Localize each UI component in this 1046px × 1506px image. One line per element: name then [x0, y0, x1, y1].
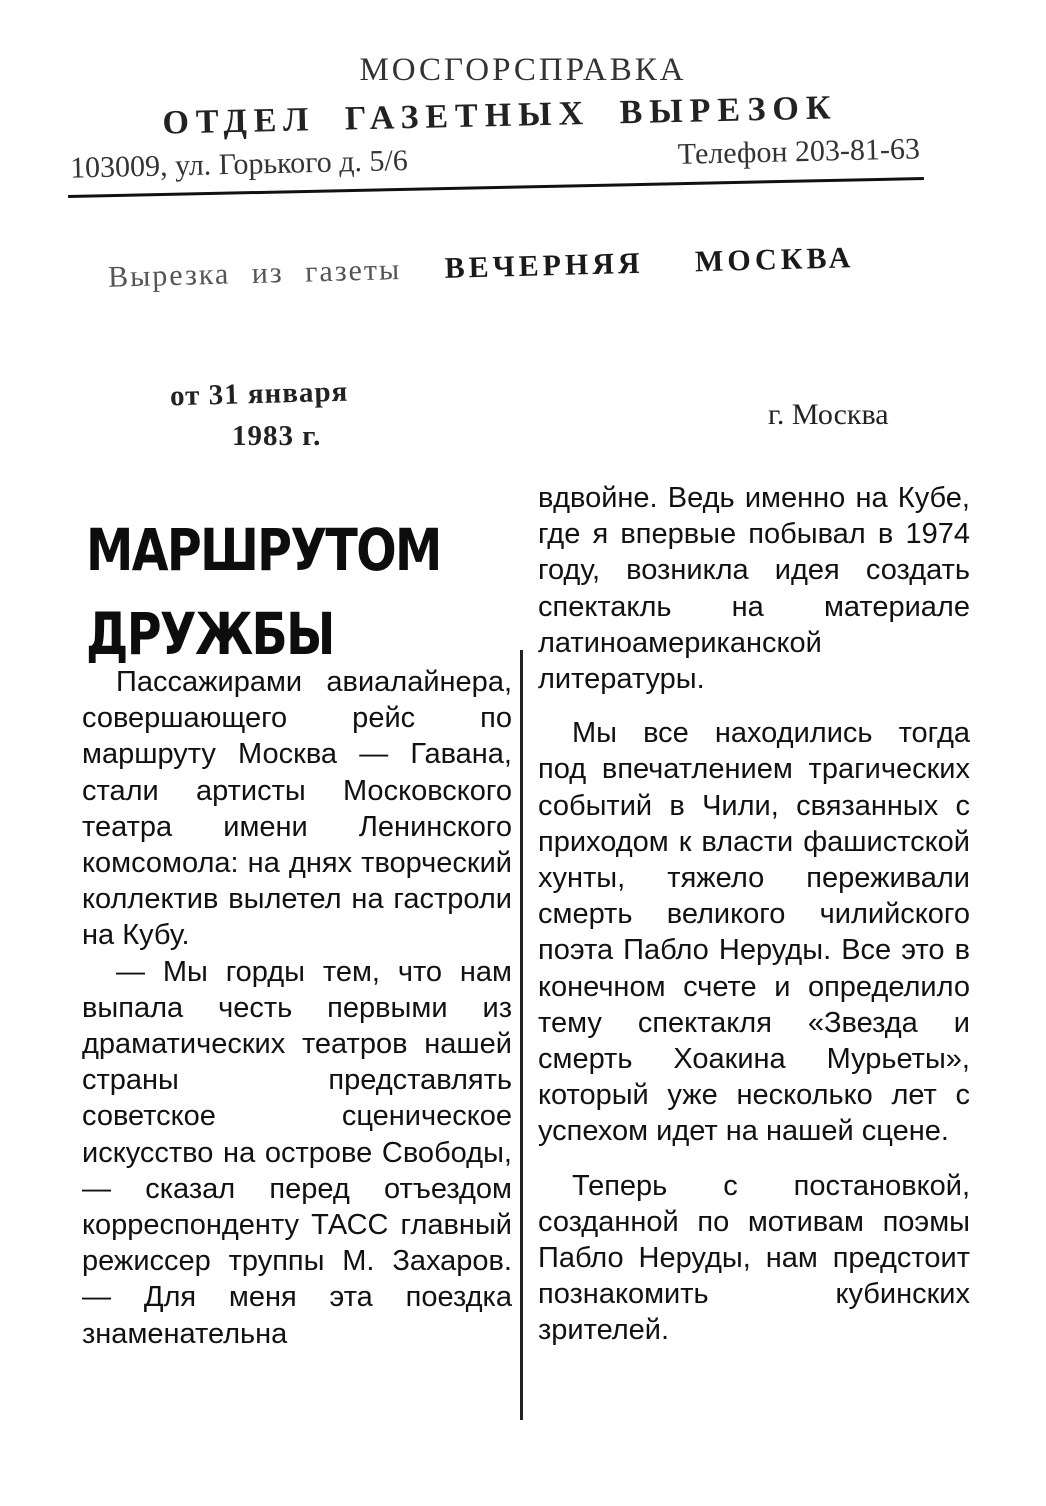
- clipping-label: Вырезка из газеты: [107, 253, 402, 294]
- clipping-source: [108, 239, 929, 294]
- clipping-year: 1983 г.: [232, 420, 322, 452]
- article-column-right: [538, 480, 970, 1349]
- clipping-stamp: [0, 0, 1046, 480]
- article-paragraph: Пассажирами авиалайнера, совершающего рейс по маршруту Москва — Гавана, стали артисты Московского театра имени Ленинского комсомола: на днях творческий коллектив вылетел на гастроли на Кубу.: [82, 666, 512, 952]
- article-paragraph: Мы все находились тогда под впечатлением трагических событий в Чили, связанных с приходом к власти фашистской хунты, тяжело переживали смерть великого чилийского поэта Пабло Неруды. Все это в конечном счете и определило тему спектакля «Звезда и смерть Хоакина Мурьеты», который уже несколько лет с успехом идет на нашей сцене.: [538, 717, 970, 1148]
- article-paragraph: — Мы горды тем, что нам выпала честь первыми из драматических театров нашей страны представлять советское сценическое искусство на острове Свободы, — сказал перед отъездом корреспонденту ТАСС главный режиссер труппы М. Захаров. — Для меня эта поездка знаменательна: [82, 955, 512, 1350]
- stamp-organization: МОСГОРСПРАВКА: [359, 52, 687, 88]
- article-paragraph: Теперь с постановкой, созданной по мотивам поэмы Пабло Неруды, нам предстоит познакомить кубинских зрителей.: [538, 1169, 970, 1347]
- article-headline: МАРШРУТОМ ДРУЖБЫ: [86, 516, 441, 668]
- stamp-department: ОТДЕЛ ГАЗЕТНЫХ ВЫРЕЗОК: [162, 89, 838, 142]
- column-divider: [520, 650, 523, 1420]
- article-paragraph: вдвойне. Ведь именно на Кубе, где я впервые побывал в 1974 году, возникла идея создать спектакль на материале латиноамериканской литературы.: [538, 482, 970, 696]
- clipping-date: от 31 января: [169, 375, 349, 413]
- article-column-left: [82, 664, 512, 1352]
- newspaper-name: ВЕЧЕРНЯЯ МОСКВА: [444, 241, 855, 285]
- stamp-phone: Телефон 203-81-63: [677, 132, 921, 171]
- stamp-address: 103009, ул. Горького д. 5/6: [69, 143, 409, 185]
- clipping-city: г. Москва: [768, 398, 889, 431]
